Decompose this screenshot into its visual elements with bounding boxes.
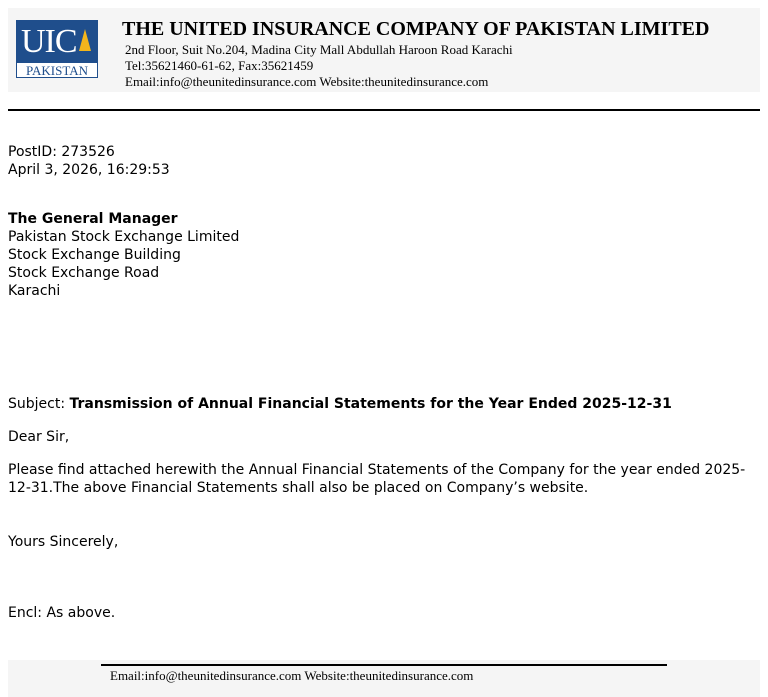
post-datetime: April 3, 2026, 16:29:53 [8, 162, 170, 178]
subject-label: Subject: [8, 396, 66, 412]
recipient-line: Karachi [8, 283, 61, 299]
recipient-line: Pakistan Stock Exchange Limited [8, 229, 240, 245]
logo-text: UIC [21, 23, 77, 60]
flame-icon [79, 29, 91, 51]
company-phone-fax: Tel:35621460-61-62, Fax:35621459 [125, 58, 314, 73]
company-address: 2nd Floor, Suit No.204, Madina City Mall Abdullah Haroon Road Karachi [125, 42, 513, 57]
logo-subtitle: PAKISTAN [25, 63, 89, 78]
logo-mark [17, 21, 97, 63]
recipient-line: Stock Exchange Road [8, 265, 160, 281]
closing: Yours Sincerely, [8, 534, 119, 550]
company-email-web: Email:info@theunitedinsurance.com Website:theunitedinsurance.com [125, 74, 489, 89]
company-name: THE UNITED INSURANCE COMPANY OF PAKISTAN LIMITED [122, 18, 710, 40]
subject-line [8, 395, 672, 413]
company-logo [16, 20, 98, 78]
footer-email-web: Email:info@theunitedinsurance.com Website:theunitedinsurance.com [110, 668, 474, 683]
enclosure: Encl: As above. [8, 605, 116, 621]
letter-body: Please find attached herewith the Annual Financial Statements of the Company for the year ended 2025-12-31.The above Financial Statements shall also be placed on Company’s website. [8, 462, 746, 496]
header-divider [8, 109, 760, 111]
recipient-line: Stock Exchange Building [8, 247, 181, 263]
footer-divider [101, 664, 667, 666]
subject-text: Transmission of Annual Financial Statements for the Year Ended 2025-12-31 [69, 396, 672, 412]
recipient-title: The General Manager [8, 211, 178, 227]
salutation: Dear Sir, [8, 429, 70, 445]
post-id: PostID: 273526 [8, 144, 115, 160]
